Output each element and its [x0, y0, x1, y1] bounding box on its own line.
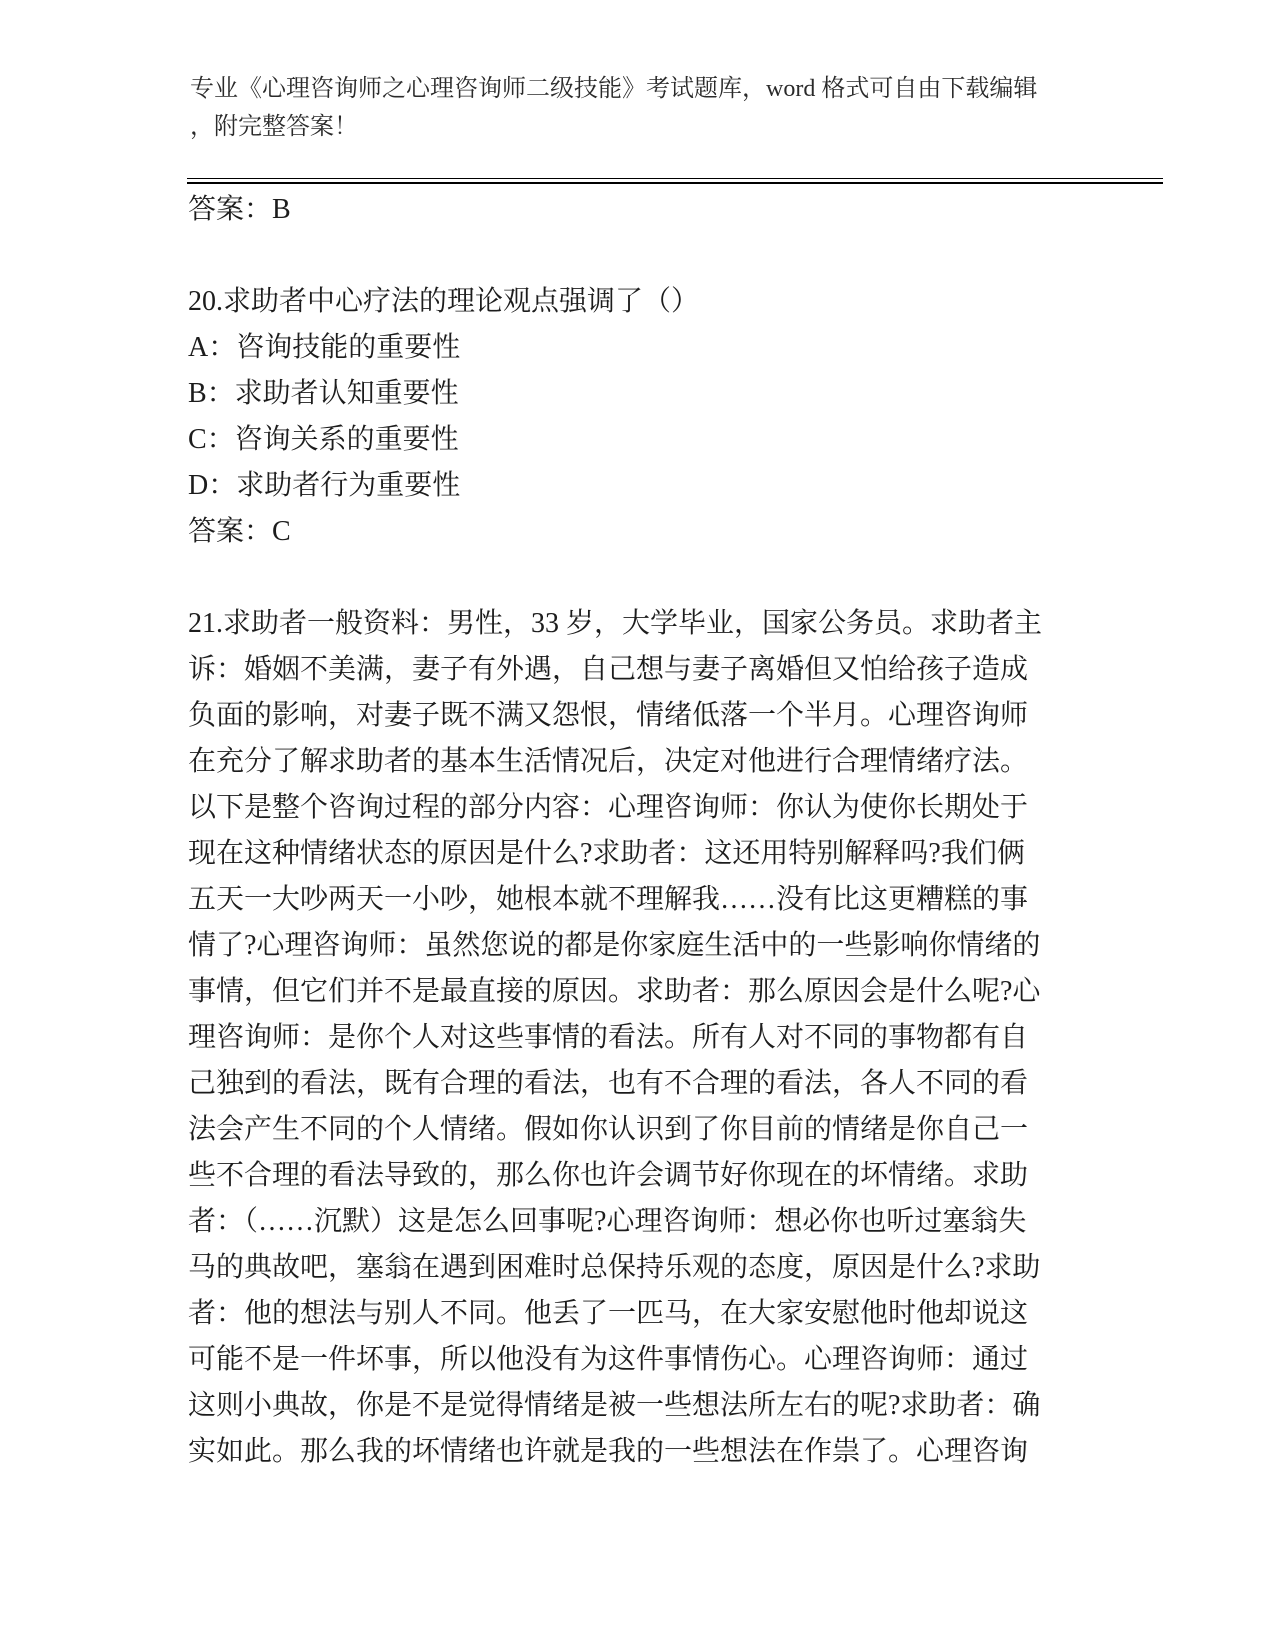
question-21-line: 在充分了解求助者的基本生活情况后，决定对他进行合理情绪疗法。	[188, 746, 1029, 777]
question-20	[188, 279, 1164, 555]
question-21-line: 五天一大吵两天一小吵，她根本就不理解我……没有比这更糟糕的事	[188, 884, 1029, 915]
question-21-line: 理咨询师：是你个人对这些事情的看法。所有人对不同的事物都有自	[188, 1022, 1029, 1053]
header-divider	[187, 178, 1163, 184]
question-21	[188, 601, 1164, 1475]
question-21-line: 者：（……沉默）这是怎么回事呢?心理咨询师：想必你也听过塞翁失	[188, 1206, 1027, 1237]
question-21-line: 现在这种情绪状态的原因是什么?求助者：这还用特别解释吗?我们俩	[188, 838, 1025, 869]
header-line: ，附完整答案！	[190, 114, 358, 140]
question-21-line: 者：他的想法与别人不同。他丢了一匹马，在大家安慰他时他却说这	[188, 1298, 1029, 1329]
question-20-option-b: B：求助者认知重要性	[188, 378, 459, 409]
question-21-line: 21.求助者一般资料：男性，33 岁，大学毕业，国家公务员。求助者主	[188, 608, 1043, 639]
question-21-line: 事情，但它们并不是最直接的原因。求助者：那么原因会是什么呢?心	[188, 976, 1041, 1007]
question-21-line: 可能不是一件坏事，所以他没有为这件事情伤心。心理咨询师：通过	[188, 1344, 1029, 1375]
header-line: 专业《心理咨询师之心理咨询师二级技能》考试题库，word 格式可自由下载编辑	[190, 76, 1038, 102]
answer-line: 答案：C	[188, 516, 291, 547]
question-20-option-a: A：咨询技能的重要性	[188, 332, 461, 363]
question-21-line: 诉：婚姻不美满，妻子有外遇，自己想与妻子离婚但又怕给孩子造成	[188, 654, 1029, 685]
answer-line: 答案：B	[188, 194, 291, 225]
question-21-line: 负面的影响，对妻子既不满又怨恨，情绪低落一个半月。心理咨询师	[188, 700, 1029, 731]
question-21-line: 法会产生不同的个人情绪。假如你认识到了你目前的情绪是你自己一	[188, 1114, 1029, 1145]
document-body	[188, 187, 1164, 1475]
question-21-line: 以下是整个咨询过程的部分内容：心理咨询师：你认为使你长期处于	[188, 792, 1029, 823]
question-21-line: 实如此。那么我的坏情绪也许就是我的一些想法在作祟了。心理咨询	[188, 1436, 1029, 1467]
question-20-option-c: C：咨询关系的重要性	[188, 424, 459, 455]
question-21-line: 些不合理的看法导致的，那么你也许会调节好你现在的坏情绪。求助	[188, 1160, 1029, 1191]
question-20-title: 20.求助者中心疗法的理论观点强调了（）	[188, 286, 700, 317]
question-21-line: 己独到的看法，既有合理的看法，也有不合理的看法，各人不同的看	[188, 1068, 1029, 1099]
question-20-option-d: D：求助者行为重要性	[188, 470, 461, 501]
page-header	[190, 70, 1166, 146]
question-21-line: 情了?心理咨询师：虽然您说的都是你家庭生活中的一些影响你情绪的	[188, 930, 1041, 961]
question-21-line: 马的典故吧，塞翁在遇到困难时总保持乐观的态度，原因是什么?求助	[188, 1252, 1041, 1283]
question-21-line: 这则小典故，你是不是觉得情绪是被一些想法所左右的呢?求助者：确	[188, 1390, 1041, 1421]
